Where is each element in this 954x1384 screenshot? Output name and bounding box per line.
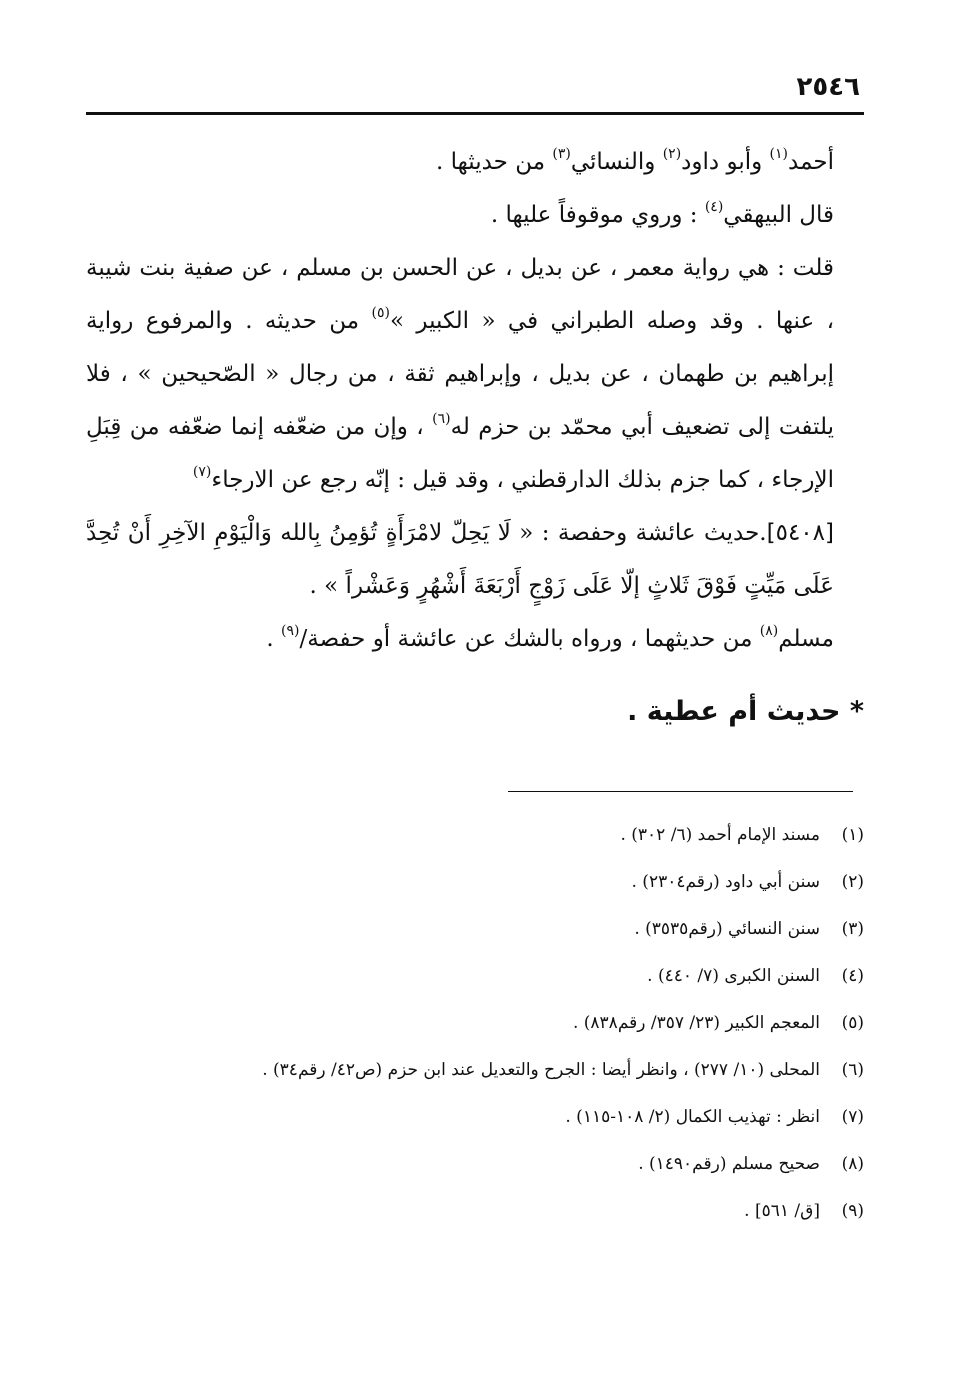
footnote-item — [86, 1141, 864, 1188]
paragraph-bayhaqi: قال البيهقي$^{(٤)}$ : وروي موقوفاً عليها . — [490, 199, 834, 228]
footnote-item — [86, 1047, 864, 1094]
paragraph-commentary: قلت : هي رواية معمر ، عن بديل ، عن الحسن بن مسلم ، عن صفية بنت شيبة ، عنها . وقد وصله الطبراني في « الكبير »$^{(٥)}$ من حديثه . والمرفوع رواية إبراهيم بن طهمان ، عن بديل ، وإبراهيم ثقة ، من رجال « الصّحيحين » ، فلا يلتفت إلى تضعيف أبي محمّد بن حزم له$^{(٦)}$ ، وإن من ضعّفه إنما ضعّفه من قِبَلِ الإرجاء ، كما جزم بذلك الدارقطني ، وقد قيل : إنّه رجع عن الارجاء$^{(٧)}$ — [86, 255, 835, 493]
footnote-separator — [508, 791, 853, 792]
footnote-ref-2[interactable]: (٢) — [662, 146, 682, 163]
footnote-ref-9[interactable]: (٩) — [281, 623, 300, 640]
page-number: ٢٥٤٦ — [796, 72, 860, 102]
footnote-text: مسند الإمام أحمد (٦/ ٣٠٢) . — [620, 825, 820, 845]
footnote-ref-1[interactable]: (١) — [769, 146, 789, 163]
footnote-ref-4[interactable]: (٤) — [704, 199, 724, 216]
footnote-number: (٣) — [841, 919, 864, 939]
footnote-ref-6[interactable]: (٦) — [432, 411, 451, 428]
footnote-ref-5[interactable]: (٥) — [371, 305, 390, 322]
footnote-ref-8[interactable]: (٨) — [759, 623, 779, 640]
footnote-item — [86, 1000, 864, 1047]
footnote-number: (٦) — [841, 1060, 864, 1080]
footnote-number: (٨) — [841, 1154, 864, 1174]
hadith-number: [٥٤٠٨] — [766, 520, 834, 546]
footnote-item — [86, 859, 864, 906]
paragraph-sources: أحمد$^{(١)}$ وأبو داود$^{(٢)}$ والنسائي$^{(٣)}$ من حديثها . — [436, 146, 834, 175]
footnote-text: [ق/ ٥٦١] . — [744, 1201, 820, 1221]
footnotes — [86, 812, 864, 1235]
footnote-text: صحيح مسلم (رقم١٤٩٠) . — [638, 1154, 820, 1174]
main-text — [86, 136, 864, 666]
footnote-text: المحلى (١٠/ ٢٧٧) ، وانظر أيضا : الجرح والتعديل عند ابن حزم (ص٤٢/ رقم٣٤) . — [262, 1060, 820, 1080]
footnote-text: سنن النسائي (رقم٣٥٣٥) . — [634, 919, 820, 939]
footnote-number: (٢) — [841, 872, 864, 892]
footnote-number: (٧) — [841, 1107, 864, 1127]
footnote-ref-7[interactable]: (٧) — [192, 464, 212, 481]
footnote-item — [86, 906, 864, 953]
footnote-text: سنن أبي داود (رقم٢٣٠٤) . — [631, 872, 820, 892]
footnote-item — [86, 812, 864, 859]
footnote-number: (٤) — [841, 966, 864, 986]
footnote-number: (٩) — [841, 1201, 864, 1221]
paragraph-muslim: مسلم$^{(٨)}$ من حديثهما ، ورواه بالشك عن عائشة أو حفصة/$^{(٩)}$ . — [266, 623, 834, 652]
footnote-text: السنن الكبرى (٧/ ٤٤٠) . — [647, 966, 820, 986]
footnote-item — [86, 1094, 864, 1141]
header-rule — [86, 112, 864, 115]
footnote-number: (١) — [841, 825, 864, 845]
footnote-item — [86, 1188, 864, 1235]
footnote-text: انظر : تهذيب الكمال (٢/ ١٠٨-١١٥) . — [565, 1107, 820, 1127]
footnote-item — [86, 953, 864, 1000]
paragraph-hadith: [٥٤٠٨].حديث عائشة وحفصة : « لَا يَحِلّ لامْرَأَةٍ تُؤمِنُ بِالله وَالْيَوْمِ الآخِرِ أَنْ تُحِدَّ عَلَى مَيِّتٍ فَوْقَ ثَلاثٍ إلّا عَلَى زَوْجٍ أَرْبَعَةَ أَشْهُرٍ وَعَشْراً » . — [86, 520, 834, 599]
section-heading: * حديث أم عطية . — [627, 696, 864, 727]
footnote-ref-3[interactable]: (٣) — [552, 146, 571, 163]
footnote-text: المعجم الكبير (٢٣/ ٣٥٧/ رقم٨٣٨) . — [572, 1013, 820, 1033]
footnote-number: (٥) — [841, 1013, 864, 1033]
